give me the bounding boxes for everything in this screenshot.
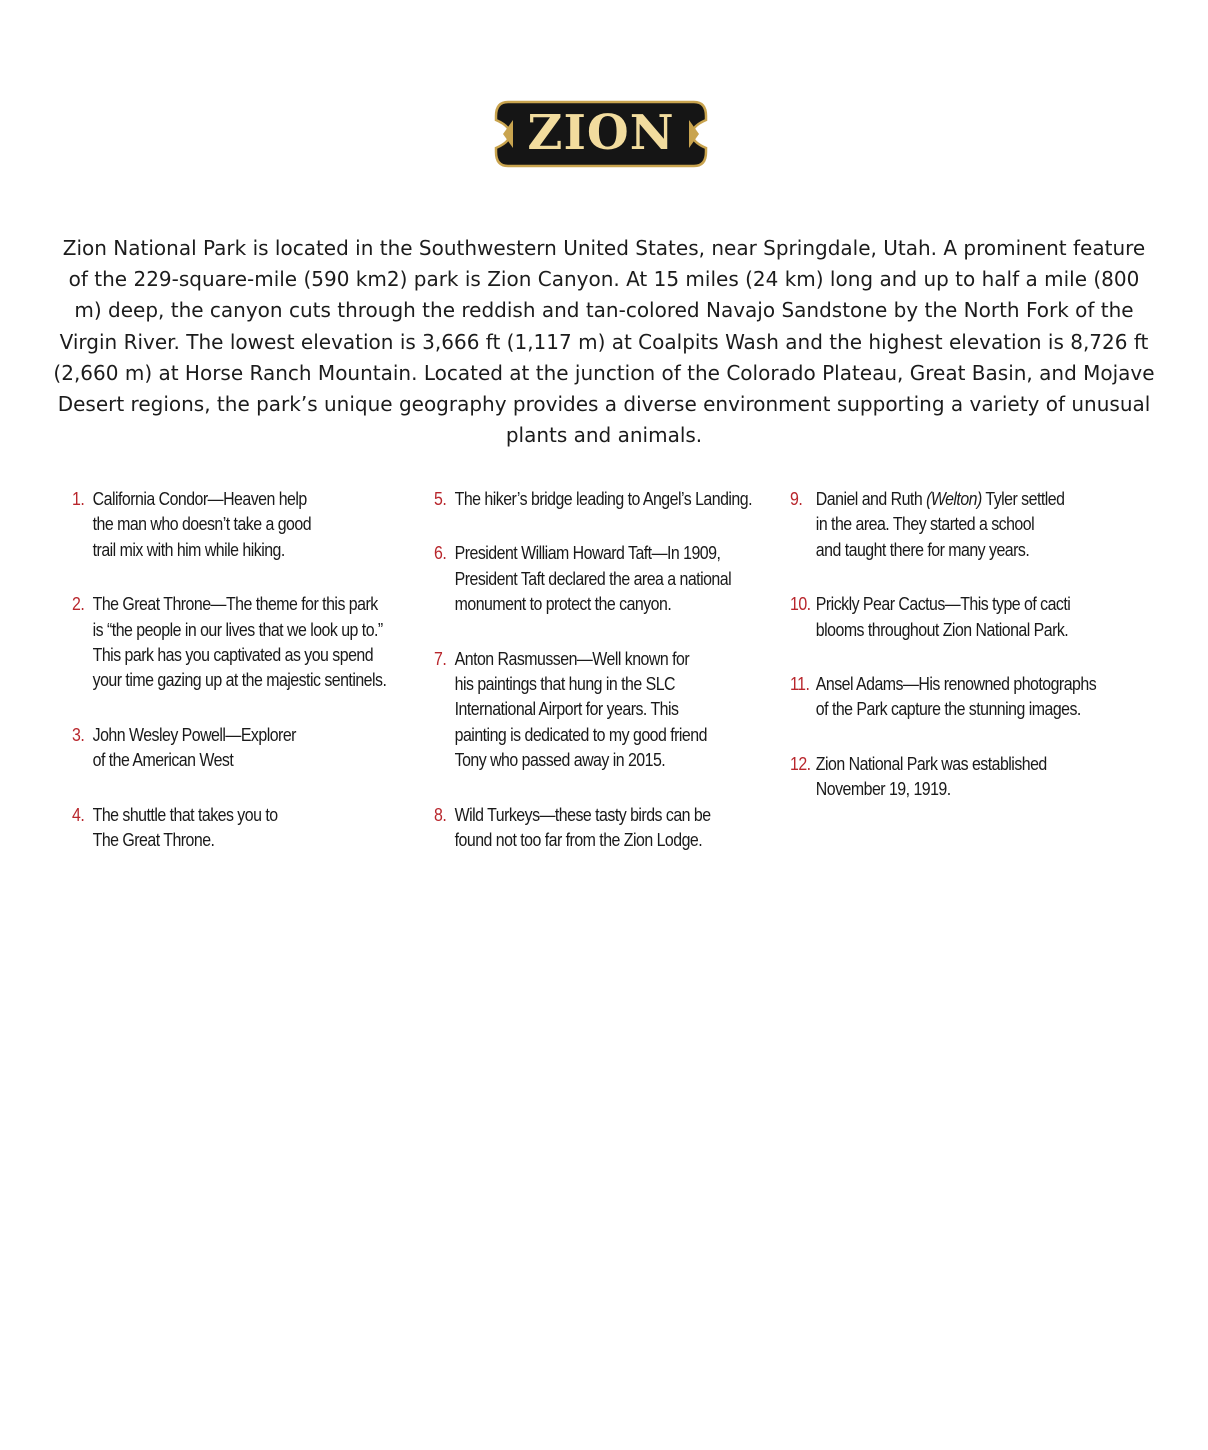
- item-text: The Great Throne—The theme for this park is “the people in our lives that we look up to.” This park has you captivated as you spend your time gazing up at the majestic sentinels.: [92, 593, 387, 691]
- list-column-3: [790, 486, 1149, 802]
- item-number: 4.: [72, 803, 85, 825]
- list-column-1: [72, 486, 419, 852]
- item-text: John Wesley Powell—Explorer of the American West: [92, 723, 296, 771]
- item-number: 10.: [790, 593, 811, 615]
- list-item: [790, 486, 1149, 562]
- item-number: 8.: [434, 803, 447, 825]
- item-text: President William Howard Taft—In 1909, President Taft declared the area a national monument to protect the canyon.: [454, 542, 732, 615]
- item-number: 11.: [790, 673, 810, 695]
- item-text: Anton Rasmussen—Well known for his paintings that hung in the SLC International Airport for years. This painting is dedicated to my good friend Tony who passed away in 2015.: [454, 647, 707, 771]
- item-number: 2.: [72, 593, 85, 615]
- item-text: Wild Turkeys—these tasty birds can be found not too far from the Zion Lodge.: [454, 803, 711, 851]
- item-text: The shuttle that takes you to The Great Throne.: [92, 803, 278, 851]
- item-text: Prickly Pear Cactus—This type of cacti blooms throughout Zion National Park.: [815, 593, 1071, 640]
- item-text: The hiker’s bridge leading to Angel’s Landing.: [454, 488, 752, 509]
- item-number: 12.: [790, 752, 811, 774]
- item-text: Zion National Park was established November 19, 1919.: [815, 752, 1047, 800]
- item-number: 5.: [434, 488, 447, 509]
- item-text: Daniel and Ruth (Welton) Tyler settled in the area. They started a school and taught there for many years.: [815, 488, 1065, 560]
- item-number: 9.: [790, 488, 803, 509]
- item-number: 3.: [72, 723, 85, 745]
- item-text: California Condor—Heaven help the man who doesn’t take a good trail mix with him while hiking.: [92, 488, 312, 560]
- intro-paragraph: Zion National Park is located in the Southwestern United States, near Springdale, Utah. A prominent feature of the 229-square-mile (590 km2) park is Zion Canyon. At 15 miles (24 km) long and up to half a mile (800 m) deep, the canyon cuts through the reddish and tan-colored Navajo Sandstone by the North Fork of the Virgin River. The lowest elevation is 3,666 ft (1,117 m) at Coalpits Wash and the highest elevation is 8,726 ft (2,660 m) at Horse Ranch Mountain. Located at the junction of the Colorado Plateau, Great Basin, and Mojave Desert regions, the park’s unique geography provides a diverse environment supporting a variety of unusual plants and animals.: [53, 236, 1155, 448]
- item-number: 6.: [434, 542, 447, 564]
- zion-logo: [494, 100, 708, 168]
- list-item: [72, 802, 419, 853]
- item-number: 1.: [72, 488, 85, 509]
- item-number: 7.: [434, 647, 447, 669]
- list-column-2: [434, 486, 793, 852]
- list-item: [790, 591, 1149, 642]
- item-text: Ansel Adams—His renowned photographs of the Park capture the stunning images.: [815, 673, 1097, 720]
- list-item: [434, 540, 793, 616]
- list-item: [790, 751, 1149, 802]
- list-item: [72, 486, 419, 562]
- list-item: [434, 486, 793, 511]
- list-item: [434, 646, 793, 773]
- logo-wordmark: ZION: [527, 105, 675, 161]
- list-item: [72, 591, 419, 693]
- list-item: [790, 671, 1149, 722]
- list-item: [72, 722, 419, 773]
- list-item: [434, 802, 793, 853]
